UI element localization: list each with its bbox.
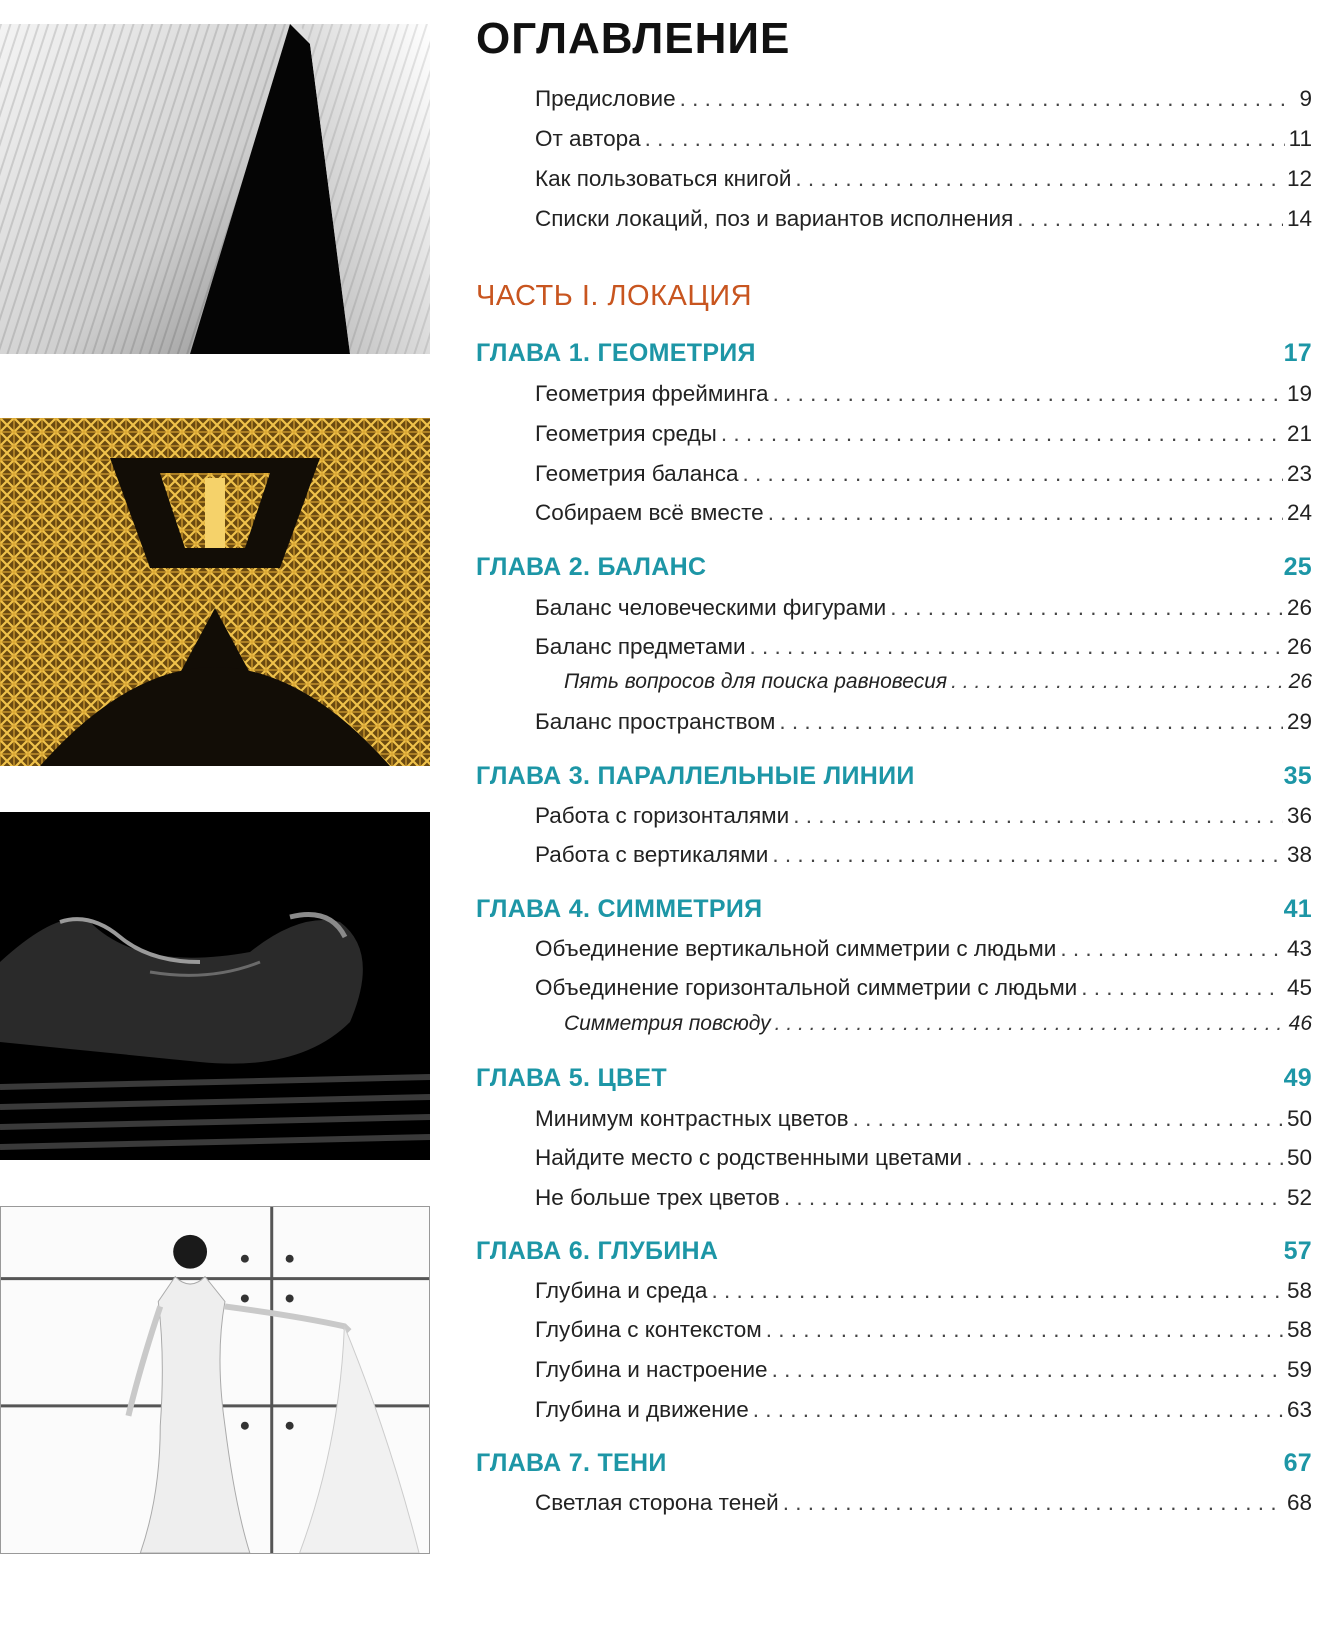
entry-label: Глубина с контекстом [535, 1317, 762, 1342]
entry-page: 9 [1299, 86, 1312, 111]
chapter-heading[interactable] [476, 762, 1312, 791]
chapter-heading[interactable] [476, 553, 1312, 582]
entry-page: 45 [1286, 975, 1312, 1000]
entry-page: 46 [1288, 1012, 1312, 1035]
toc-entry[interactable] [535, 381, 1312, 407]
toc-entry[interactable] [535, 86, 1312, 112]
entry-page: 29 [1286, 709, 1312, 734]
entry-page: 24 [1286, 500, 1312, 525]
chapter-heading[interactable] [476, 339, 1312, 368]
toc-entry[interactable] [535, 126, 1312, 152]
entry-page: 21 [1286, 421, 1312, 446]
toc-subentry[interactable] [564, 1012, 1312, 1036]
entry-page: 50 [1286, 1145, 1312, 1170]
entry-page: 12 [1286, 166, 1312, 191]
toc-entry[interactable] [535, 975, 1312, 1001]
toc-entry[interactable] [535, 500, 1312, 526]
toc-entry[interactable] [535, 936, 1312, 962]
photo-white-fabric [0, 24, 430, 354]
entry-label: Глубина и среда [535, 1278, 708, 1303]
entry-page: 68 [1286, 1490, 1312, 1515]
chapter-page: 49 [1283, 1064, 1312, 1092]
entry-label: Найдите место с родственными цветами [535, 1145, 963, 1170]
chapter-heading[interactable] [476, 1064, 1312, 1093]
entry-label: Работа с горизонталями [535, 803, 790, 828]
toc-entry[interactable] [535, 461, 1312, 487]
entry-label: Предисловие [535, 86, 676, 111]
entry-page: 26 [1286, 595, 1312, 620]
chapter-heading[interactable] [476, 1237, 1312, 1266]
toc-subentry[interactable] [564, 670, 1312, 694]
entry-page: 23 [1286, 461, 1312, 486]
part-heading: ЧАСТЬ I. ЛОКАЦИЯ [476, 280, 753, 312]
entry-page: 63 [1286, 1397, 1312, 1422]
toc-entry[interactable] [535, 842, 1312, 868]
toc-entry[interactable] [535, 1397, 1312, 1423]
toc-entry[interactable] [535, 803, 1312, 829]
entry-label: Списки локаций, поз и вариантов исполнения [535, 206, 1014, 231]
page-title: ОГЛАВЛЕНИЕ [476, 14, 791, 63]
toc-entry[interactable] [535, 421, 1312, 447]
entry-label: Баланс пространством [535, 709, 776, 734]
entry-page: 52 [1286, 1185, 1312, 1210]
entry-page: 26 [1286, 634, 1312, 659]
toc-entry[interactable] [535, 1490, 1312, 1516]
entry-label: Глубина и движение [535, 1397, 749, 1422]
chapter-label: ГЛАВА 6. ГЛУБИНА [476, 1237, 719, 1265]
chapter-label: ГЛАВА 4. СИММЕТРИЯ [476, 895, 763, 923]
entry-page: 19 [1286, 381, 1312, 406]
entry-label: Не больше трех цветов [535, 1185, 780, 1210]
entry-label: От автора [535, 126, 641, 151]
chapter-page: 57 [1283, 1237, 1312, 1265]
chapter-page: 17 [1283, 339, 1312, 367]
entry-label: Симметрия повсюду [564, 1012, 771, 1035]
entry-label: Работа с вертикалями [535, 842, 769, 867]
chapter-heading[interactable] [476, 1449, 1312, 1478]
entry-page: 11 [1288, 126, 1312, 151]
entry-page: 36 [1286, 803, 1312, 828]
chapter-heading[interactable] [476, 895, 1312, 924]
toc-entry[interactable] [535, 166, 1312, 192]
chapter-page: 41 [1283, 895, 1312, 923]
toc-entry[interactable] [535, 1317, 1312, 1343]
toc-entry[interactable] [535, 1145, 1312, 1171]
photo-eiffel-tower [0, 418, 430, 766]
entry-label: Светлая сторона теней [535, 1490, 779, 1515]
entry-page: 50 [1286, 1106, 1312, 1131]
photo-bride-window [0, 1206, 430, 1554]
entry-label: Геометрия фрейминга [535, 381, 769, 406]
entry-label: Объединение горизонтальной симметрии с людьми [535, 975, 1078, 1000]
toc-entry[interactable] [535, 709, 1312, 735]
toc-entry[interactable] [535, 1106, 1312, 1132]
chapter-page: 67 [1283, 1449, 1312, 1477]
toc-entry[interactable] [535, 206, 1312, 232]
toc-entry[interactable] [535, 1357, 1312, 1383]
chapter-label: ГЛАВА 2. БАЛАНС [476, 553, 707, 581]
entry-page: 59 [1286, 1357, 1312, 1382]
entry-label: Как пользоваться книгой [535, 166, 792, 191]
toc-entry[interactable] [535, 595, 1312, 621]
chapter-page: 25 [1283, 553, 1312, 581]
chapter-label: ГЛАВА 3. ПАРАЛЛЕЛЬНЫЕ ЛИНИИ [476, 762, 915, 790]
chapter-label: ГЛАВА 5. ЦВЕТ [476, 1064, 667, 1092]
entry-label: Геометрия среды [535, 421, 717, 446]
photo-reclining-figure [0, 812, 430, 1160]
entry-label: Баланс предметами [535, 634, 746, 659]
entry-label: Глубина и настроение [535, 1357, 768, 1382]
entry-label: Минимум контрастных цветов [535, 1106, 849, 1131]
toc-entry[interactable] [535, 1185, 1312, 1211]
entry-page: 14 [1286, 206, 1312, 231]
entry-label: Пять вопросов для поиска равновесия [564, 670, 948, 693]
entry-label: Баланс человеческими фигурами [535, 595, 887, 620]
chapter-page: 35 [1283, 762, 1312, 790]
entry-page: 38 [1286, 842, 1312, 867]
chapter-label: ГЛАВА 7. ТЕНИ [476, 1449, 667, 1477]
entry-page: 43 [1286, 936, 1312, 961]
entry-label: Собираем всё вместе [535, 500, 764, 525]
entry-page: 26 [1288, 670, 1312, 693]
entry-label: Объединение вертикальной симметрии с людьми [535, 936, 1057, 961]
entry-label: Геометрия баланса [535, 461, 739, 486]
chapter-label: ГЛАВА 1. ГЕОМЕТРИЯ [476, 339, 756, 367]
toc-entry[interactable] [535, 634, 1312, 660]
toc-entry[interactable] [535, 1278, 1312, 1304]
entry-page: 58 [1286, 1317, 1312, 1342]
entry-page: 58 [1286, 1278, 1312, 1303]
